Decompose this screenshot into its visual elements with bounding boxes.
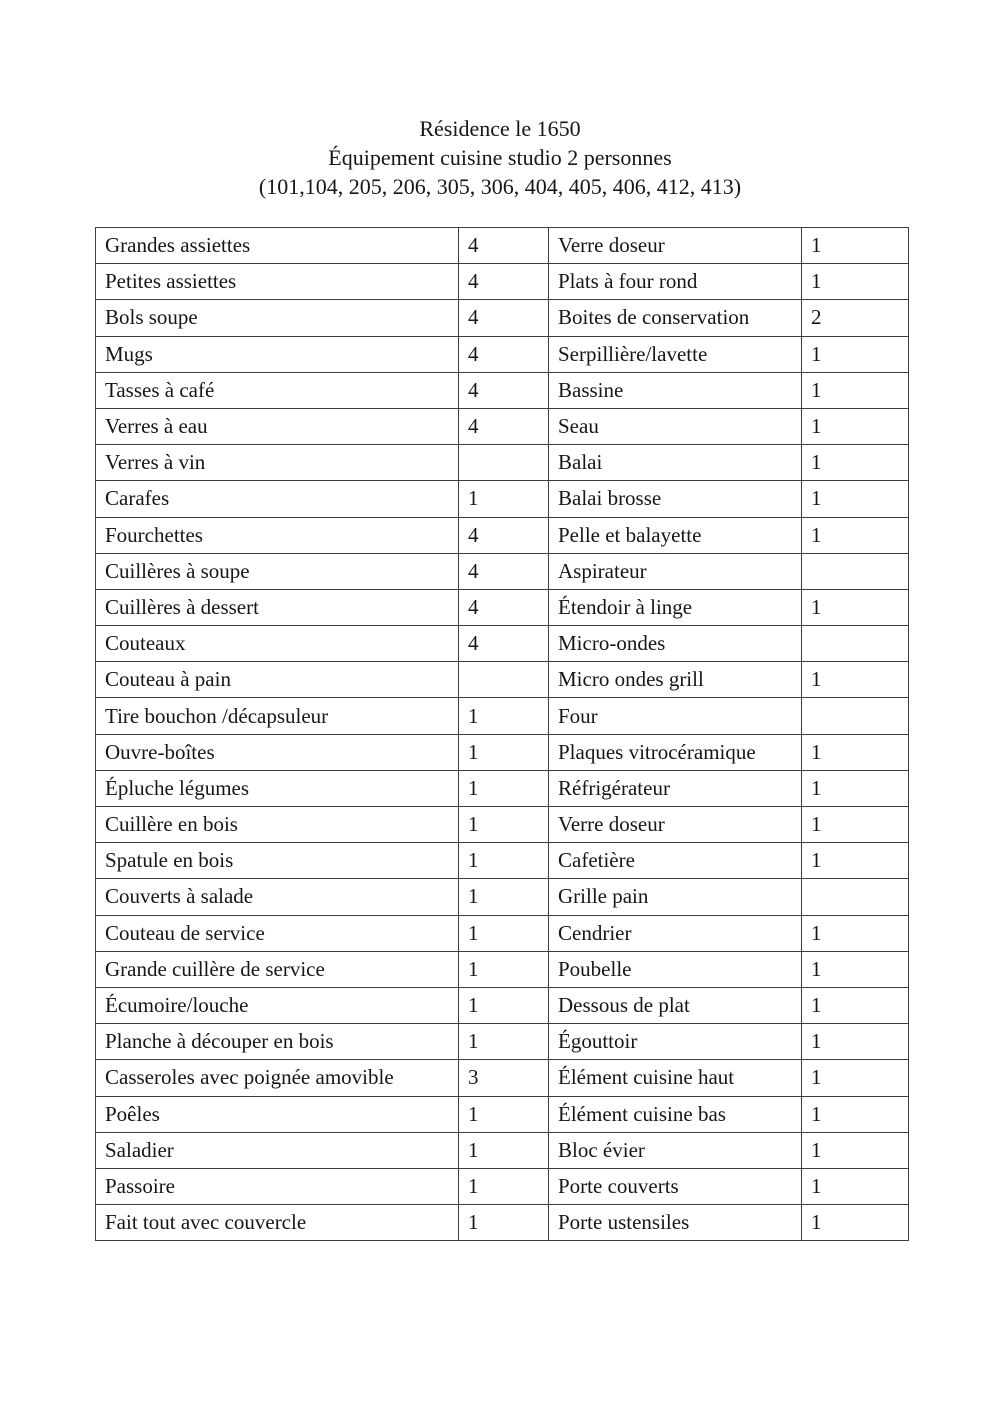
item-name-cell: Porte ustensiles — [549, 1205, 802, 1241]
item-name-cell: Élément cuisine haut — [549, 1060, 802, 1096]
item-name-cell: Cuillères à soupe — [96, 553, 459, 589]
item-name-cell: Réfrigérateur — [549, 770, 802, 806]
quantity-cell — [802, 698, 909, 734]
equipment-table — [95, 227, 909, 1241]
quantity-cell: 1 — [459, 770, 549, 806]
quantity-cell: 1 — [802, 1132, 909, 1168]
item-name-cell: Spatule en bois — [96, 843, 459, 879]
quantity-cell: 1 — [459, 734, 549, 770]
item-name-cell: Écumoire/louche — [96, 987, 459, 1023]
item-name-cell: Micro-ondes — [549, 626, 802, 662]
item-name-cell: Cuillères à dessert — [96, 589, 459, 625]
quantity-cell: 1 — [459, 1168, 549, 1204]
quantity-cell: 1 — [802, 264, 909, 300]
table-row — [96, 734, 909, 770]
item-name-cell: Dessous de plat — [549, 987, 802, 1023]
quantity-cell: 1 — [802, 228, 909, 264]
item-name-cell: Pelle et balayette — [549, 517, 802, 553]
quantity-cell: 1 — [802, 770, 909, 806]
quantity-cell: 4 — [459, 264, 549, 300]
item-name-cell: Fourchettes — [96, 517, 459, 553]
quantity-cell: 4 — [459, 553, 549, 589]
table-row — [96, 1132, 909, 1168]
quantity-cell: 4 — [459, 589, 549, 625]
quantity-cell: 1 — [459, 1132, 549, 1168]
table-row — [96, 807, 909, 843]
quantity-cell: 1 — [459, 698, 549, 734]
quantity-cell: 1 — [459, 1096, 549, 1132]
quantity-cell: 1 — [802, 481, 909, 517]
quantity-cell: 1 — [459, 843, 549, 879]
item-name-cell: Élément cuisine bas — [549, 1096, 802, 1132]
quantity-cell: 1 — [802, 1205, 909, 1241]
table-row — [96, 879, 909, 915]
table-row — [96, 445, 909, 481]
item-name-cell: Égouttoir — [549, 1024, 802, 1060]
table-row — [96, 553, 909, 589]
quantity-cell: 1 — [459, 1205, 549, 1241]
table-row — [96, 228, 909, 264]
quantity-cell: 1 — [459, 1024, 549, 1060]
item-name-cell: Poubelle — [549, 951, 802, 987]
table-row — [96, 1168, 909, 1204]
item-name-cell: Planche à découper en bois — [96, 1024, 459, 1060]
quantity-cell: 1 — [802, 589, 909, 625]
table-row — [96, 770, 909, 806]
quantity-cell: 1 — [459, 987, 549, 1023]
item-name-cell: Ouvre-boîtes — [96, 734, 459, 770]
quantity-cell — [802, 553, 909, 589]
quantity-cell: 1 — [459, 915, 549, 951]
quantity-cell: 1 — [459, 481, 549, 517]
quantity-cell — [459, 662, 549, 698]
quantity-cell: 1 — [802, 987, 909, 1023]
item-name-cell: Seau — [549, 408, 802, 444]
table-row — [96, 951, 909, 987]
item-name-cell: Mugs — [96, 336, 459, 372]
quantity-cell: 1 — [802, 1096, 909, 1132]
quantity-cell: 1 — [459, 807, 549, 843]
quantity-cell: 1 — [802, 915, 909, 951]
quantity-cell: 1 — [802, 517, 909, 553]
table-row — [96, 481, 909, 517]
quantity-cell: 4 — [459, 408, 549, 444]
quantity-cell: 1 — [802, 408, 909, 444]
item-name-cell: Poêles — [96, 1096, 459, 1132]
quantity-cell: 1 — [802, 336, 909, 372]
table-row — [96, 1096, 909, 1132]
quantity-cell: 1 — [802, 662, 909, 698]
item-name-cell: Bloc évier — [549, 1132, 802, 1168]
item-name-cell: Petites assiettes — [96, 264, 459, 300]
quantity-cell: 4 — [459, 300, 549, 336]
item-name-cell: Couteau de service — [96, 915, 459, 951]
item-name-cell: Plats à four rond — [549, 264, 802, 300]
quantity-cell: 4 — [459, 517, 549, 553]
quantity-cell: 1 — [802, 1060, 909, 1096]
table-row — [96, 915, 909, 951]
item-name-cell: Couteau à pain — [96, 662, 459, 698]
table-row — [96, 1060, 909, 1096]
quantity-cell: 4 — [459, 372, 549, 408]
quantity-cell: 1 — [459, 879, 549, 915]
table-row — [96, 408, 909, 444]
item-name-cell: Passoire — [96, 1168, 459, 1204]
quantity-cell: 1 — [802, 843, 909, 879]
table-row — [96, 300, 909, 336]
table-row — [96, 264, 909, 300]
title-line-room-numbers: (101,104, 205, 206, 305, 306, 404, 405, 406, 412, 413) — [258, 174, 742, 199]
quantity-cell — [802, 626, 909, 662]
item-name-cell: Épluche légumes — [96, 770, 459, 806]
quantity-cell: 4 — [459, 626, 549, 662]
item-name-cell: Serpillière/lavette — [549, 336, 802, 372]
quantity-cell: 1 — [802, 1024, 909, 1060]
quantity-cell: 1 — [802, 734, 909, 770]
item-name-cell: Cafetière — [549, 843, 802, 879]
item-name-cell: Fait tout avec couvercle — [96, 1205, 459, 1241]
table-row — [96, 662, 909, 698]
quantity-cell: 3 — [459, 1060, 549, 1096]
item-name-cell: Cuillère en bois — [96, 807, 459, 843]
quantity-cell: 1 — [802, 807, 909, 843]
item-name-cell: Verres à vin — [96, 445, 459, 481]
quantity-cell: 1 — [802, 1168, 909, 1204]
quantity-cell: 1 — [459, 951, 549, 987]
item-name-cell: Plaques vitrocéramique — [549, 734, 802, 770]
table-row — [96, 589, 909, 625]
table-row — [96, 626, 909, 662]
item-name-cell: Bassine — [549, 372, 802, 408]
table-row — [96, 1024, 909, 1060]
item-name-cell: Verre doseur — [549, 228, 802, 264]
item-name-cell: Couverts à salade — [96, 879, 459, 915]
item-name-cell: Bols soupe — [96, 300, 459, 336]
quantity-cell: 1 — [802, 445, 909, 481]
item-name-cell: Grande cuillère de service — [96, 951, 459, 987]
quantity-cell: 4 — [459, 336, 549, 372]
item-name-cell: Micro ondes grill — [549, 662, 802, 698]
table-row — [96, 372, 909, 408]
table-row — [96, 843, 909, 879]
quantity-cell — [459, 445, 549, 481]
item-name-cell: Tire bouchon /décapsuleur — [96, 698, 459, 734]
title-line-equipment: Équipement cuisine studio 2 personnes — [328, 145, 672, 170]
item-name-cell: Boites de conservation — [549, 300, 802, 336]
item-name-cell: Porte couverts — [549, 1168, 802, 1204]
item-name-cell: Tasses à café — [96, 372, 459, 408]
item-name-cell: Aspirateur — [549, 553, 802, 589]
item-name-cell: Étendoir à linge — [549, 589, 802, 625]
quantity-cell: 2 — [802, 300, 909, 336]
item-name-cell: Verre doseur — [549, 807, 802, 843]
table-row — [96, 698, 909, 734]
title-line-residence: Résidence le 1650 — [419, 116, 581, 141]
item-name-cell: Four — [549, 698, 802, 734]
table-row — [96, 517, 909, 553]
item-name-cell: Casseroles avec poignée amovible — [96, 1060, 459, 1096]
quantity-cell: 4 — [459, 228, 549, 264]
item-name-cell: Couteaux — [96, 626, 459, 662]
item-name-cell: Verres à eau — [96, 408, 459, 444]
equipment-table-body — [96, 228, 909, 1241]
item-name-cell: Saladier — [96, 1132, 459, 1168]
table-row — [96, 987, 909, 1023]
table-row — [96, 336, 909, 372]
quantity-cell — [802, 879, 909, 915]
document-title — [0, 0, 1000, 201]
item-name-cell: Grandes assiettes — [96, 228, 459, 264]
item-name-cell: Balai brosse — [549, 481, 802, 517]
quantity-cell: 1 — [802, 372, 909, 408]
item-name-cell: Cendrier — [549, 915, 802, 951]
item-name-cell: Balai — [549, 445, 802, 481]
item-name-cell: Grille pain — [549, 879, 802, 915]
item-name-cell: Carafes — [96, 481, 459, 517]
table-row — [96, 1205, 909, 1241]
quantity-cell: 1 — [802, 951, 909, 987]
